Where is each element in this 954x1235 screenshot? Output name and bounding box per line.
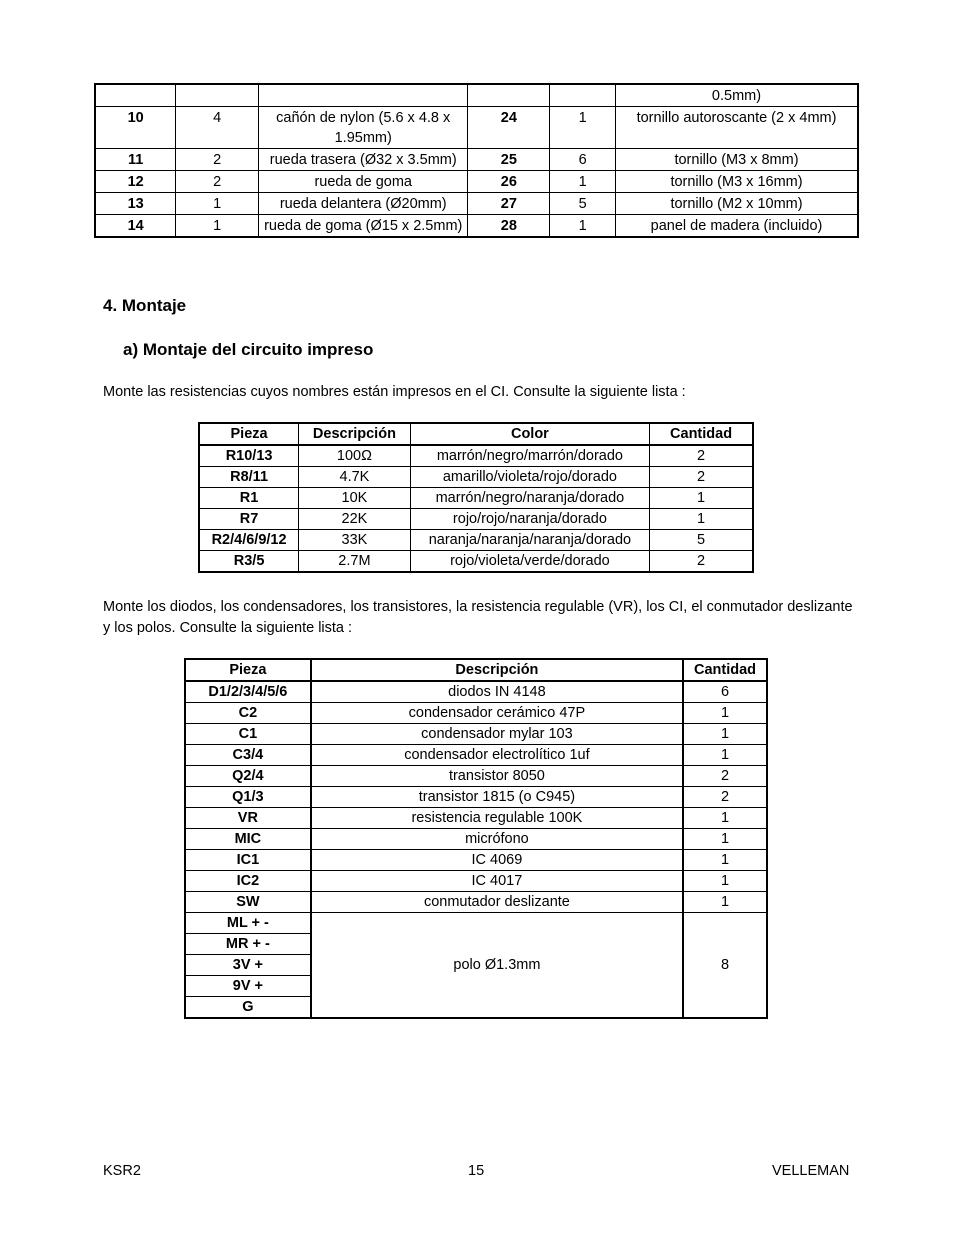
component-piece: Q1/3 [185,787,311,808]
component-quantity: 1 [683,724,767,745]
component-piece: D1/2/3/4/5/6 [185,681,311,703]
resistor-piece: R3/5 [199,551,299,573]
part-quantity: 4 [176,107,259,149]
resistor-piece: R2/4/6/9/12 [199,530,299,551]
pole-piece: ML + - [185,913,311,934]
part-quantity: 2 [176,149,259,171]
table-row [199,488,753,509]
part-quantity: 2 [176,171,259,193]
table-row [199,445,753,467]
resistor-value: 10K [299,488,411,509]
resistor-piece: R1 [199,488,299,509]
component-piece: MIC [185,829,311,850]
pole-piece: G [185,997,311,1019]
resistor-color-code: rojo/rojo/naranja/dorado [410,509,649,530]
component-quantity: 2 [683,766,767,787]
table-row [185,892,767,913]
pole-piece: 9V + [185,976,311,997]
resistor-color-code: rojo/violeta/verde/dorado [410,551,649,573]
part-quantity: 1 [176,215,259,238]
part-quantity: 5 [550,193,616,215]
table-row [185,850,767,871]
part-number: 10 [95,107,176,149]
pole-piece: MR + - [185,934,311,955]
resistor-value: 33K [299,530,411,551]
component-description: transistor 8050 [311,766,683,787]
part-description: tornillo (M2 x 10mm) [616,193,858,215]
resistor-value: 4.7K [299,467,411,488]
component-piece: Q2/4 [185,766,311,787]
component-description: conmutador deslizante [311,892,683,913]
component-description: diodos IN 4148 [311,681,683,703]
parts-list-table [94,83,859,238]
part-quantity: 1 [550,215,616,238]
resistor-color-code: marrón/negro/marrón/dorado [410,445,649,467]
component-quantity: 1 [683,829,767,850]
table-row [185,787,767,808]
pole-description: polo Ø1.3mm [311,913,683,1019]
part-number: 28 [468,215,550,238]
component-piece: C1 [185,724,311,745]
intro-resistors: Monte las resistencias cuyos nombres están impresos en el CI. Consulte la siguiente lista : [103,384,686,400]
table-row [95,84,858,107]
part-quantity: 1 [550,171,616,193]
component-description: condensador electrolítico 1uf [311,745,683,766]
component-description: micrófono [311,829,683,850]
table-row [95,193,858,215]
component-piece: C3/4 [185,745,311,766]
component-quantity: 2 [683,787,767,808]
resistor-color-code: naranja/naranja/naranja/dorado [410,530,649,551]
part-description: tornillo (M3 x 8mm) [616,149,858,171]
component-description: transistor 1815 (o C945) [311,787,683,808]
part-quantity [550,84,616,107]
resistor-color-code: amarillo/violeta/rojo/dorado [410,467,649,488]
resistor-value: 100Ω [299,445,411,467]
resistor-color-code: marrón/negro/naranja/dorado [410,488,649,509]
column-header: Descripción [311,659,683,681]
component-quantity: 1 [683,892,767,913]
column-header: Cantidad [650,423,753,445]
part-number: 27 [468,193,550,215]
pole-piece: 3V + [185,955,311,976]
part-description: cañón de nylon (5.6 x 4.8 x 1.95mm) [259,107,468,149]
part-quantity: 6 [550,149,616,171]
resistor-table [198,422,754,573]
section-title: 4. Montaje [103,296,187,315]
component-piece: IC2 [185,871,311,892]
resistor-quantity: 1 [650,488,753,509]
part-number: 13 [95,193,176,215]
part-number: 24 [468,107,550,149]
table-row [185,745,767,766]
part-number [95,84,176,107]
component-piece: SW [185,892,311,913]
table-row [185,913,767,934]
column-header: Color [410,423,649,445]
component-description: condensador cerámico 47P [311,703,683,724]
component-description: IC 4017 [311,871,683,892]
component-quantity: 1 [683,703,767,724]
component-description: condensador mylar 103 [311,724,683,745]
table-row [95,215,858,238]
component-quantity: 1 [683,850,767,871]
resistor-quantity: 1 [650,509,753,530]
component-piece: C2 [185,703,311,724]
part-description: tornillo (M3 x 16mm) [616,171,858,193]
part-description: panel de madera (incluido) [616,215,858,238]
part-number [468,84,550,107]
column-header: Pieza [185,659,311,681]
resistor-piece: R7 [199,509,299,530]
component-quantity: 1 [683,871,767,892]
footer-left: KSR2 [103,1163,141,1179]
resistor-piece: R8/11 [199,467,299,488]
part-description [259,84,468,107]
part-description: rueda de goma (Ø15 x 2.5mm) [259,215,468,238]
part-description: rueda de goma [259,171,468,193]
component-quantity: 1 [683,808,767,829]
table-row [95,149,858,171]
component-quantity: 6 [683,681,767,703]
table-row [199,467,753,488]
component-table [184,658,768,1019]
table-row [185,724,767,745]
resistor-quantity: 2 [650,467,753,488]
table-row [95,171,858,193]
column-header: Descripción [299,423,411,445]
resistor-quantity: 2 [650,551,753,573]
subsection-title: a) Montaje del circuito impreso [123,340,374,359]
pole-quantity: 8 [683,913,767,1019]
table-row [185,703,767,724]
resistor-quantity: 5 [650,530,753,551]
component-piece: IC1 [185,850,311,871]
table-row [199,551,753,573]
resistor-quantity: 2 [650,445,753,467]
component-piece: VR [185,808,311,829]
part-description: tornillo autoroscante (2 x 4mm) [616,107,858,149]
table-row [185,808,767,829]
resistor-value: 22K [299,509,411,530]
part-number: 12 [95,171,176,193]
part-quantity: 1 [176,193,259,215]
component-description: resistencia regulable 100K [311,808,683,829]
column-header: Cantidad [683,659,767,681]
footer-page-number: 15 [468,1163,485,1179]
part-description: rueda trasera (Ø32 x 3.5mm) [259,149,468,171]
column-header: Pieza [199,423,299,445]
table-row [185,871,767,892]
resistor-value: 2.7M [299,551,411,573]
part-description: rueda delantera (Ø20mm) [259,193,468,215]
component-description: IC 4069 [311,850,683,871]
part-number: 26 [468,171,550,193]
part-quantity: 1 [550,107,616,149]
part-quantity [176,84,259,107]
table-row [199,530,753,551]
part-number: 25 [468,149,550,171]
component-quantity: 1 [683,745,767,766]
part-description: 0.5mm) [616,84,858,107]
table-row [199,509,753,530]
resistor-piece: R10/13 [199,445,299,467]
table-row [185,829,767,850]
intro-components: Monte los diodos, los condensadores, los transistores, la resistencia regulable (VR), los CI, el conmutador deslizante y los polos. Consulte la siguiente lista : [103,599,853,636]
table-row [185,681,767,703]
table-row [95,107,858,149]
part-number: 14 [95,215,176,238]
footer-right: VELLEMAN [772,1163,850,1179]
table-row [185,766,767,787]
part-number: 11 [95,149,176,171]
